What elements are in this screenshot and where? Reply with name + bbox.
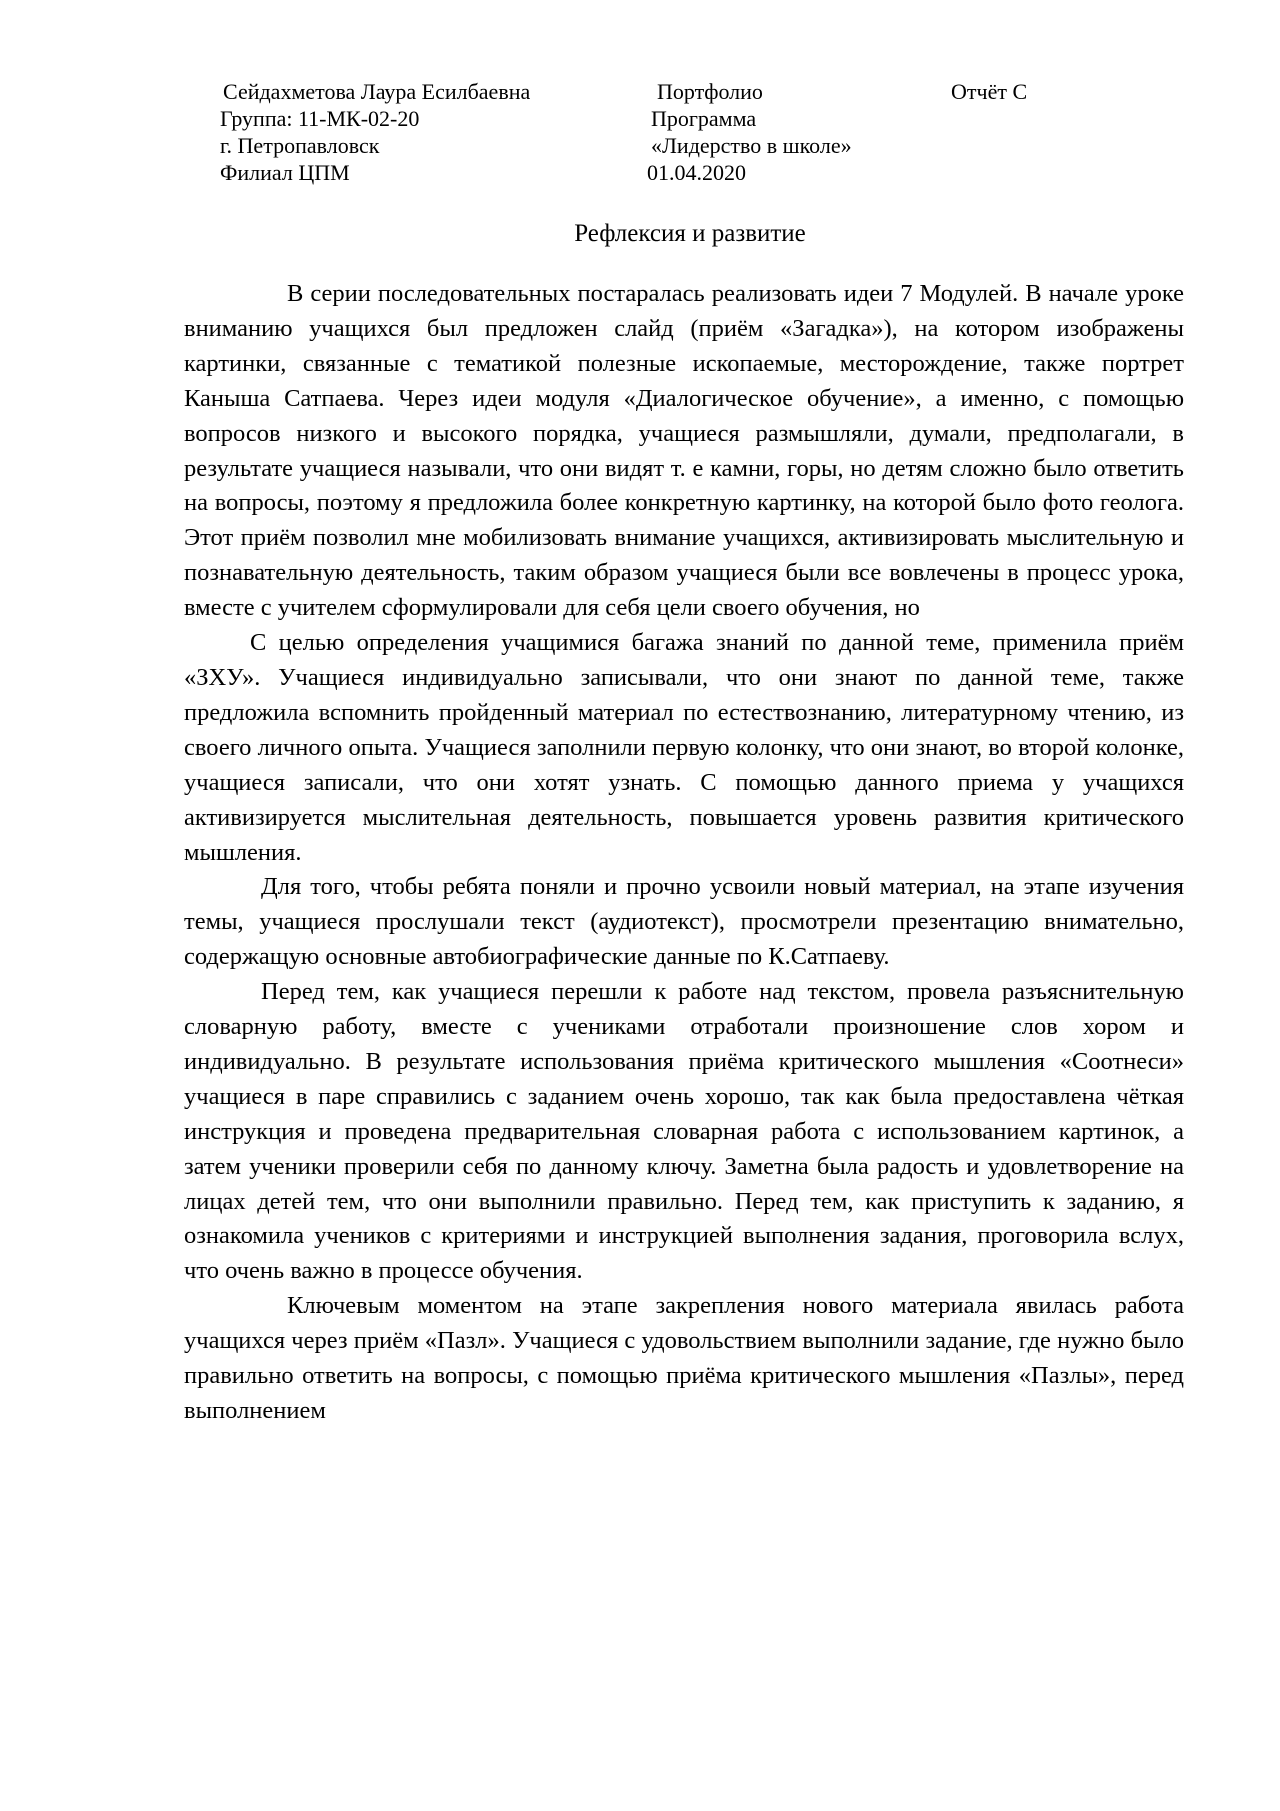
paragraph: Перед тем, как учащиеся перешли к работе над текстом, провела разъяснительную словарную работу, вместе с учениками отработали произношение слов хором и индивидуально. В результате использования приёма критического мышления «Соотнеси» учащиеся в паре справились с заданием очень хорошо, так как была предоставлена чёткая инструкция и проведена предварительная словарная работа с использованием картинок, а затем ученики проверили себя по данному ключу. Заметна была радость и удовлетворение на лицах детей тем, что они выполнили правильно. Перед тем, как приступить к заданию, я ознакомила учеников с критериями и инструкцией выполнения задания, проговорила вслух, что очень важно в процессе обучения.	[184, 978, 1184, 1285]
report-type: Отчёт С	[951, 79, 1028, 104]
portfolio-label: Портфолио	[657, 79, 763, 104]
document-title: Рефлексия и развитие	[574, 220, 806, 247]
program-name: «Лидерство в школе»	[651, 133, 852, 158]
paragraph: С целью определения учащимися багажа знаний по данной теме, применила приём «ЗХУ». Учащиеся индивидуально записывали, что они знают по данной теме, также предложила вспомнить пройденный материал по естествознанию, литературному чтению, из своего личного опыта. Учащиеся заполнили первую колонку, что они знают, во второй колонке, учащиеся записали, что они хотят узнать. С помощью данного приема у учащихся активизируется мыслительная деятельность, повышается уровень развития критического мышления.	[184, 629, 1184, 866]
paragraph: Ключевым моментом на этапе закрепления нового материала явилась работа учащихся через приём «Пазл». Учащиеся с удовольствием выполнили задание, где нужно было правильно ответить на вопросы, с помощью приёма критического мышления «Пазлы», перед выполнением	[184, 1292, 1184, 1424]
author-info-block	[220, 78, 530, 186]
city: г. Петропавловск	[220, 133, 380, 158]
report-label	[951, 78, 1027, 105]
program-label: Программа	[651, 106, 757, 131]
paragraph: В серии последовательных постаралась реализовать идеи 7 Модулей. В начале уроке вниманию учащихся был предложен слайд (приём «Загадка»), на котором изображены картинки, связанные с тематикой полезные ископаемые, месторождение, также портрет Каныша Сатпаева. Через идеи модуля «Диалогическое обучение», а именно, с помощью вопросов низкого и высокого порядка, учащиеся размышляли, думали, предполагали, в результате учащиеся называли, что они видят т. е камни, горы, но детям сложно было ответить на вопросы, поэтому я предложила более конкретную картинку, на которой было фото геолога. Этот приём позволил мне мобилизовать внимание учащихся, активизировать мыслительную и познавательную деятельность, таким образом учащиеся были все вовлечены в процесс урока, вместе с учителем сформулировали для себя цели своего обучения, но	[184, 280, 1184, 622]
paragraph: Для того, чтобы ребята поняли и прочно усвоили новый материал, на этапе изучения темы, учащиеся прослушали текст (аудиотекст), просмотрели презентацию внимательно, содержащую основные автобиографические данные по К.Сатпаеву.	[184, 873, 1184, 971]
author-name: Сейдахметова Лаура Есилбаевна	[223, 79, 531, 104]
group-number: Группа: 11-МК-02-20	[220, 106, 420, 131]
branch: Филиал ЦПМ	[220, 160, 350, 185]
document-body	[184, 277, 1184, 1429]
report-date: 01.04.2020	[647, 160, 746, 185]
program-info-block	[647, 78, 852, 186]
